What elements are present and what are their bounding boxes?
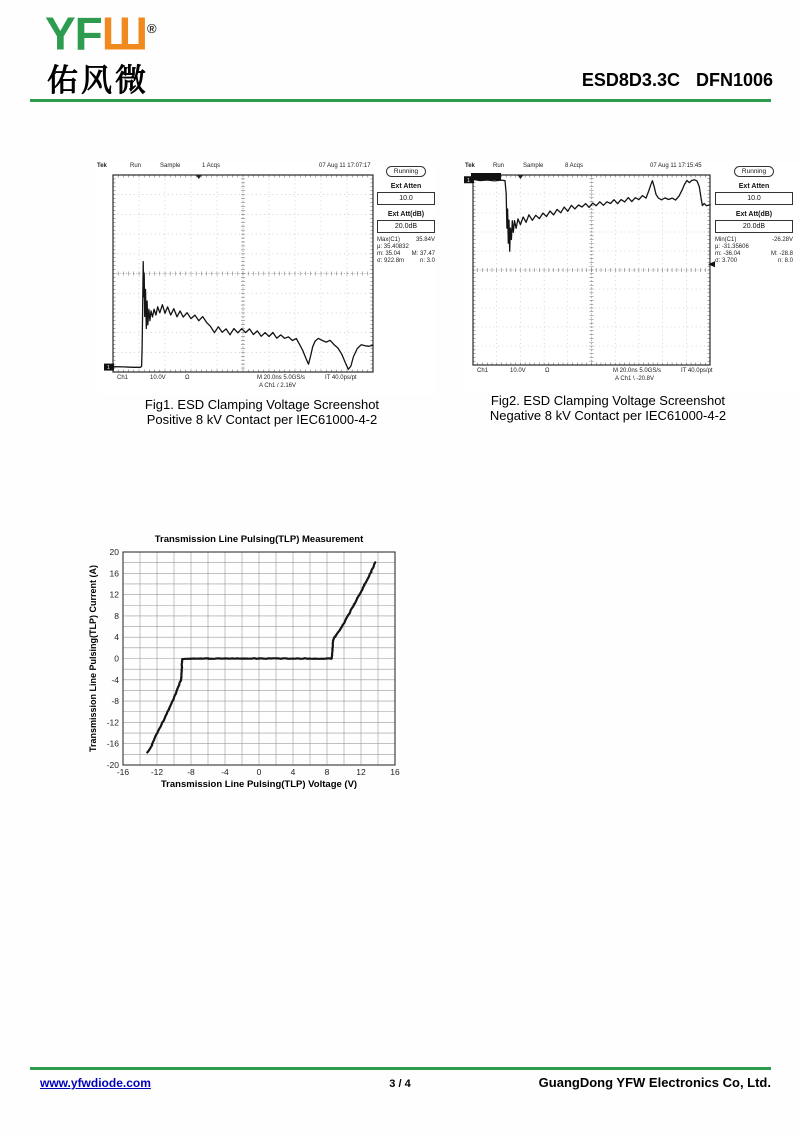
scope2-resolution: IT 40.0ps/pt <box>681 368 713 374</box>
scope2-meas-mean: μ: -31.35606 <box>715 244 749 250</box>
scope1-ext-atten-value: 10.0 <box>377 192 435 205</box>
scope2-run-status: Run <box>493 163 505 169</box>
part-number: ESD8D3.3C <box>581 70 680 90</box>
website-link[interactable]: www.yfwdiode.com <box>40 1076 151 1090</box>
package-name: DFN1006 <box>695 70 773 90</box>
scope2-timestamp: 07 Aug 11 17:15:45 <box>650 163 702 169</box>
tlp-chart-title: Transmission Line Pulsing(TLP) Measurement <box>154 534 364 545</box>
svg-text:8: 8 <box>114 610 119 621</box>
svg-text:-12: -12 <box>106 717 119 728</box>
scope2-trigger-info: A Ch1 \ -20.8V <box>615 376 655 382</box>
scope2-ext-att-db-label: Ext Att(dB) <box>735 211 773 218</box>
scope1-acq-mode: Sample <box>160 163 181 169</box>
svg-text:-20: -20 <box>106 760 119 770</box>
fig1-caption <box>100 398 424 427</box>
scope1-run-status: Run <box>130 163 142 169</box>
scope2-meas-min-value: -26.28V <box>771 237 793 243</box>
svg-text:4: 4 <box>114 632 119 643</box>
scope-screenshot-fig1 <box>97 163 435 395</box>
scope1-graticule <box>107 175 373 372</box>
scope1-timestamp: 07 Aug 11 17:07:17 <box>319 163 371 169</box>
svg-text:-16: -16 <box>106 738 119 749</box>
svg-text:-4: -4 <box>111 674 119 685</box>
scope2-acq-count: 8 Acqs <box>565 163 584 169</box>
scope1-trigger-info: A Ch1 / 2.16V <box>259 383 297 389</box>
scope-screenshot-fig2 <box>465 163 800 391</box>
svg-text:-4: -4 <box>221 767 229 777</box>
scope1-running-button: Running <box>386 166 426 177</box>
page-title <box>380 70 773 91</box>
scope2-measurements <box>715 237 793 265</box>
svg-text:-16: -16 <box>116 767 130 777</box>
scope2-meas-min-label: Min(C1) <box>715 237 737 243</box>
logo-chinese-name: 佑风微 <box>47 63 149 98</box>
scope1-channel-label: Ch1 <box>117 375 129 381</box>
scope1-channel-coupling: Ω <box>185 375 190 381</box>
scope2-channel-scale: 10.0V <box>510 368 526 374</box>
svg-text:12: 12 <box>109 589 119 600</box>
scope1-channel-scale: 10.0V <box>150 375 166 381</box>
scope2-meas-peak: M: -28.8 <box>770 251 793 257</box>
header-divider <box>30 99 771 102</box>
svg-text:0: 0 <box>114 653 119 664</box>
svg-text:-12: -12 <box>150 767 164 777</box>
scope2-meas-count: n: 8.0 <box>777 258 793 264</box>
scope1-resolution: IT 40.0ps/pt <box>325 375 357 381</box>
logo-text-orange: Ш <box>101 7 148 60</box>
yfw-logo <box>45 4 157 58</box>
tlp-chart-plot <box>85 545 415 777</box>
scope2-meas-m: m: -36.04 <box>715 251 741 257</box>
scope2-running-button: Running <box>734 166 774 177</box>
scope1-meas-max-value: 35.84V <box>415 237 435 243</box>
scope1-meas-sigma: σ: 922.8m <box>377 258 405 264</box>
scope1-timebase: M 20.0ns 5.0GS/s <box>257 375 306 381</box>
scope1-meas-min: m: 35.04 <box>377 251 401 257</box>
scope2-channel-coupling: Ω <box>545 368 550 374</box>
scope1-brand: Tek <box>97 163 107 169</box>
tlp-x-axis-label: Transmission Line Pulsing(TLP) Voltage (V) <box>160 779 358 790</box>
svg-text:0: 0 <box>256 767 262 777</box>
fig2-caption-line1: Fig2. ESD Clamping Voltage Screenshot <box>490 393 726 408</box>
scope1-meas-max-label: Max(C1) <box>377 237 401 243</box>
registered-mark-icon: ® <box>147 21 157 36</box>
scope2-side-panel <box>715 166 793 265</box>
fig1-caption-line1: Fig1. ESD Clamping Voltage Screenshot <box>144 397 380 412</box>
scope2-channel-label: Ch1 <box>477 368 489 374</box>
scope1-acq-count: 1 Acqs <box>202 163 221 169</box>
scope2-graticule <box>467 175 710 365</box>
scope1-ext-att-db-value: 20.0dB <box>377 220 435 233</box>
logo-text-green: YF <box>45 7 102 60</box>
scope1-meas-mean: μ: 35.40832 <box>377 244 409 250</box>
scope2-meas-sigma: σ: 3.700 <box>715 258 738 264</box>
svg-text:-8: -8 <box>187 767 195 777</box>
scope2-brand: Tek <box>465 163 475 169</box>
scope1-side-panel <box>377 166 435 265</box>
svg-text:1: 1 <box>467 177 470 184</box>
company-name: GuangDong YFW Electronics Co, Ltd. <box>538 1075 771 1090</box>
svg-text:16: 16 <box>390 767 400 777</box>
fig2-caption <box>462 394 754 423</box>
scope1-ext-atten-label: Ext Atten <box>390 183 422 190</box>
scope2-ext-atten-value: 10.0 <box>715 192 793 205</box>
scope1-meas-peak: M: 37.47 <box>411 251 435 257</box>
svg-text:16: 16 <box>109 568 119 579</box>
tlp-y-axis-label: Transmission Line Pulsing(TLP) Current (A) <box>88 565 98 753</box>
svg-text:20: 20 <box>109 547 119 557</box>
scope2-ext-att-db-value: 20.0dB <box>715 220 793 233</box>
scope2-acq-mode: Sample <box>523 163 544 169</box>
scope2-timebase: M 20.0ns 5.0GS/s <box>613 368 662 374</box>
svg-text:12: 12 <box>356 767 366 777</box>
svg-text:1: 1 <box>107 365 110 372</box>
fig2-caption-line2: Negative 8 kV Contact per IEC61000-4-2 <box>489 407 727 423</box>
scope1-meas-count: n: 3.0 <box>419 258 435 264</box>
scope1-measurements <box>377 237 435 265</box>
scope2-ext-atten-label: Ext Atten <box>738 183 770 190</box>
svg-text:-8: -8 <box>111 696 119 707</box>
scope1-ext-att-db-label: Ext Att(dB) <box>387 211 425 218</box>
fig1-caption-line2: Positive 8 kV Contact per IEC61000-4-2 <box>146 411 378 427</box>
page-number: 3 / 4 <box>389 1078 411 1090</box>
svg-text:8: 8 <box>324 767 330 777</box>
footer-divider <box>30 1067 771 1070</box>
svg-text:4: 4 <box>290 767 296 777</box>
